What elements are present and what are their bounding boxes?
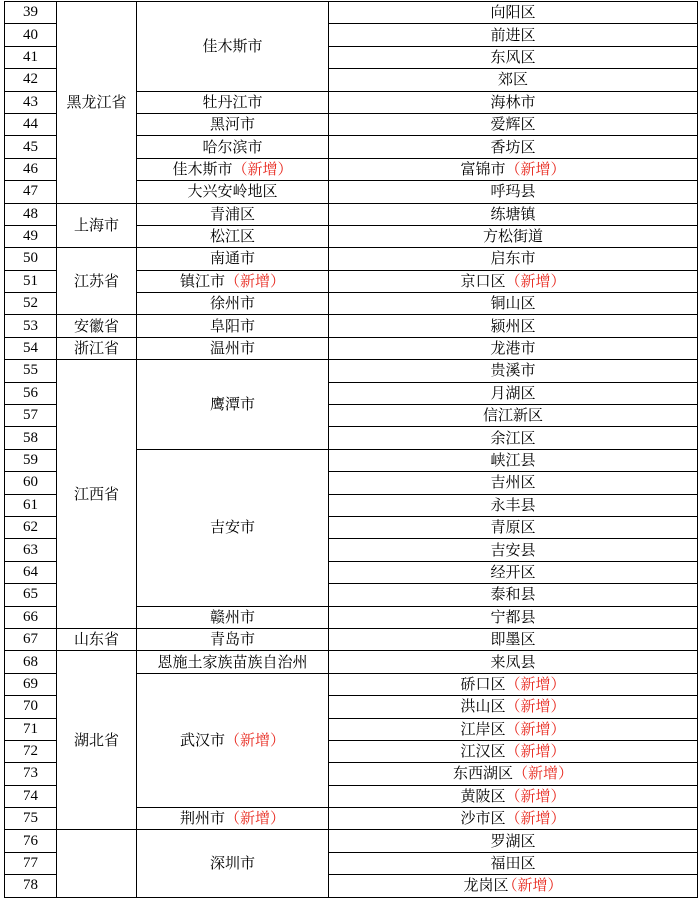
row-number: 76 bbox=[5, 830, 57, 852]
table-row bbox=[5, 830, 698, 852]
row-number: 47 bbox=[5, 181, 57, 203]
city-cell bbox=[137, 136, 329, 158]
row-number: 70 bbox=[5, 696, 57, 718]
district-cell bbox=[329, 494, 698, 516]
city-cell bbox=[137, 181, 329, 203]
row-number: 51 bbox=[5, 270, 57, 292]
district-name: 郊区 bbox=[497, 70, 528, 89]
new-tag: （新增） bbox=[232, 159, 293, 178]
row-number: 54 bbox=[5, 337, 57, 359]
row-number: 40 bbox=[5, 24, 57, 46]
city-name: 深圳市 bbox=[209, 854, 255, 873]
city-name: 阜阳市 bbox=[209, 316, 255, 335]
district-cell bbox=[329, 337, 698, 359]
district-name: 东西湖区 bbox=[452, 764, 513, 783]
district-name: 永丰县 bbox=[490, 495, 536, 514]
city-name: 大兴安岭地区 bbox=[187, 182, 278, 201]
row-number: 44 bbox=[5, 113, 57, 135]
district-name: 颍州区 bbox=[490, 316, 536, 335]
new-tag: （新增） bbox=[505, 786, 566, 805]
district-cell bbox=[329, 248, 698, 270]
district-cell bbox=[329, 113, 698, 135]
row-number: 57 bbox=[5, 405, 57, 427]
city-name: 武汉市 bbox=[179, 730, 225, 749]
new-tag: （新增） bbox=[513, 764, 574, 783]
row-number: 77 bbox=[5, 852, 57, 874]
row-number: 60 bbox=[5, 472, 57, 494]
row-number: 61 bbox=[5, 494, 57, 516]
district-cell bbox=[329, 24, 698, 46]
city-cell bbox=[137, 270, 329, 292]
district-cell bbox=[329, 852, 698, 874]
district-cell bbox=[329, 763, 698, 785]
province-cell: 湖北省 bbox=[57, 651, 137, 830]
new-tag: （新增） bbox=[505, 719, 566, 738]
city-cell bbox=[137, 360, 329, 450]
new-tag: （新增） bbox=[505, 742, 566, 761]
district-name: 罗湖区 bbox=[490, 831, 536, 850]
district-name: 青原区 bbox=[490, 518, 536, 537]
district-cell bbox=[329, 785, 698, 807]
district-name: 江岸区 bbox=[460, 719, 506, 738]
province-cell: 安徽省 bbox=[57, 315, 137, 337]
district-cell bbox=[329, 382, 698, 404]
row-number: 78 bbox=[5, 875, 57, 897]
city-name: 鹰潭市 bbox=[209, 395, 255, 414]
district-name: 吉州区 bbox=[490, 473, 536, 492]
district-cell bbox=[329, 584, 698, 606]
district-name: 月湖区 bbox=[490, 383, 536, 402]
region-table bbox=[4, 1, 698, 898]
district-name: 前进区 bbox=[490, 25, 536, 44]
new-tag: （新增） bbox=[505, 159, 566, 178]
district-cell bbox=[329, 651, 698, 673]
district-cell bbox=[329, 696, 698, 718]
table-row bbox=[5, 248, 698, 270]
district-name: 即墨区 bbox=[490, 630, 536, 649]
row-number: 67 bbox=[5, 628, 57, 650]
city-cell bbox=[137, 2, 329, 92]
city-cell bbox=[137, 315, 329, 337]
district-cell bbox=[329, 69, 698, 91]
city-name: 哈尔滨市 bbox=[202, 137, 263, 156]
district-cell bbox=[329, 740, 698, 762]
city-name: 南通市 bbox=[209, 249, 255, 268]
district-name: 福田区 bbox=[490, 854, 536, 873]
province-cell: 浙江省 bbox=[57, 337, 137, 359]
table-row bbox=[5, 203, 698, 225]
city-name: 青岛市 bbox=[209, 630, 255, 649]
district-name: 吉安县 bbox=[490, 540, 536, 559]
table-row bbox=[5, 2, 698, 24]
district-cell bbox=[329, 449, 698, 471]
province-cell: 江西省 bbox=[57, 360, 137, 629]
district-cell bbox=[329, 606, 698, 628]
district-name: 京口区 bbox=[460, 271, 506, 290]
city-cell bbox=[137, 337, 329, 359]
city-name: 镇江市 bbox=[179, 271, 225, 290]
row-number: 74 bbox=[5, 785, 57, 807]
row-number: 68 bbox=[5, 651, 57, 673]
new-tag: （新增） bbox=[225, 271, 286, 290]
district-cell bbox=[329, 203, 698, 225]
district-name: 经开区 bbox=[490, 562, 536, 581]
city-name: 徐州市 bbox=[209, 294, 255, 313]
row-number: 75 bbox=[5, 808, 57, 830]
district-cell bbox=[329, 516, 698, 538]
district-name: 海林市 bbox=[490, 92, 536, 111]
new-tag: （新增） bbox=[505, 271, 566, 290]
city-name: 佳木斯市 bbox=[172, 159, 233, 178]
district-name: 硚口区 bbox=[460, 674, 506, 693]
row-number: 55 bbox=[5, 360, 57, 382]
district-name: 启东市 bbox=[490, 249, 536, 268]
province-cell: 黑龙江省 bbox=[57, 2, 137, 204]
row-number: 59 bbox=[5, 449, 57, 471]
city-name: 青浦区 bbox=[209, 204, 255, 223]
row-number: 41 bbox=[5, 46, 57, 68]
city-name: 荆州市 bbox=[179, 809, 225, 828]
row-number: 48 bbox=[5, 203, 57, 225]
district-name: 洪山区 bbox=[460, 697, 506, 716]
row-number: 45 bbox=[5, 136, 57, 158]
district-cell bbox=[329, 427, 698, 449]
row-number: 42 bbox=[5, 69, 57, 91]
district-name: 峡江县 bbox=[490, 451, 536, 469]
row-number: 39 bbox=[5, 2, 57, 24]
district-name: 东风区 bbox=[490, 47, 536, 66]
district-name: 余江区 bbox=[490, 428, 536, 447]
district-name: 方松街道 bbox=[482, 227, 543, 246]
row-number: 52 bbox=[5, 293, 57, 315]
district-cell bbox=[329, 673, 698, 695]
district-cell bbox=[329, 472, 698, 494]
row-number: 62 bbox=[5, 516, 57, 538]
district-cell bbox=[329, 360, 698, 382]
district-name: 黄陂区 bbox=[460, 786, 506, 805]
district-name: 龙岗区 bbox=[463, 876, 509, 895]
table-row bbox=[5, 360, 698, 382]
city-cell bbox=[137, 91, 329, 113]
table-row bbox=[5, 315, 698, 337]
city-cell bbox=[137, 449, 329, 606]
district-name: 爱辉区 bbox=[490, 115, 536, 134]
city-name: 恩施土家族苗族自治州 bbox=[157, 652, 308, 671]
city-cell bbox=[137, 293, 329, 315]
district-cell bbox=[329, 539, 698, 561]
row-number: 49 bbox=[5, 225, 57, 247]
new-tag: （新增） bbox=[225, 809, 286, 828]
row-number: 65 bbox=[5, 584, 57, 606]
row-number: 58 bbox=[5, 427, 57, 449]
city-name: 松江区 bbox=[209, 227, 255, 246]
district-cell bbox=[329, 270, 698, 292]
district-cell bbox=[329, 718, 698, 740]
district-cell bbox=[329, 136, 698, 158]
new-tag: （新增） bbox=[505, 674, 566, 693]
row-number: 69 bbox=[5, 673, 57, 695]
province-cell: 上海市 bbox=[57, 203, 137, 248]
city-cell bbox=[137, 158, 329, 180]
row-number: 53 bbox=[5, 315, 57, 337]
district-name: 富锦市 bbox=[460, 159, 506, 178]
city-name: 牡丹江市 bbox=[202, 92, 263, 111]
province-cell bbox=[57, 830, 137, 897]
district-name: 铜山区 bbox=[490, 294, 536, 313]
row-number: 43 bbox=[5, 91, 57, 113]
new-tag: （新增） bbox=[505, 809, 566, 828]
province-cell: 江苏省 bbox=[57, 248, 137, 315]
table-row bbox=[5, 337, 698, 359]
row-number: 56 bbox=[5, 382, 57, 404]
city-name: 赣州市 bbox=[209, 607, 255, 626]
district-cell bbox=[329, 225, 698, 247]
district-cell bbox=[329, 315, 698, 337]
row-number: 72 bbox=[5, 740, 57, 762]
city-cell bbox=[137, 225, 329, 247]
district-cell bbox=[329, 2, 698, 24]
district-name: 贵溪市 bbox=[490, 361, 536, 380]
district-cell bbox=[329, 830, 698, 852]
city-cell bbox=[137, 606, 329, 628]
district-cell bbox=[329, 293, 698, 315]
table-row bbox=[5, 628, 698, 650]
row-number: 46 bbox=[5, 158, 57, 180]
city-name: 吉安市 bbox=[209, 518, 255, 537]
district-name: 泰和县 bbox=[490, 585, 536, 604]
row-number: 73 bbox=[5, 763, 57, 785]
district-name: 信江新区 bbox=[482, 406, 543, 425]
city-name: 黑河市 bbox=[209, 115, 255, 134]
city-cell bbox=[137, 628, 329, 650]
city-name: 温州市 bbox=[209, 339, 255, 358]
row-number: 63 bbox=[5, 539, 57, 561]
new-tag: （新增） bbox=[225, 730, 286, 749]
city-cell bbox=[137, 830, 329, 897]
district-name: 练塘镇 bbox=[490, 204, 536, 223]
city-name: 佳木斯市 bbox=[202, 36, 263, 55]
city-cell bbox=[137, 203, 329, 225]
district-name: 向阳区 bbox=[490, 3, 536, 22]
city-cell bbox=[137, 808, 329, 830]
district-cell bbox=[329, 875, 698, 897]
new-tag: （新增） bbox=[505, 697, 566, 716]
district-name: 宁都县 bbox=[490, 607, 536, 626]
row-number: 66 bbox=[5, 606, 57, 628]
district-cell bbox=[329, 158, 698, 180]
district-name: 来凤县 bbox=[490, 652, 536, 671]
new-tag: （新增） bbox=[502, 876, 563, 895]
province-cell: 山东省 bbox=[57, 628, 137, 650]
district-cell bbox=[329, 405, 698, 427]
district-name: 沙市区 bbox=[460, 809, 506, 828]
district-name: 江汉区 bbox=[460, 742, 506, 761]
district-cell bbox=[329, 181, 698, 203]
table-row bbox=[5, 651, 698, 673]
district-name: 龙港市 bbox=[490, 339, 536, 358]
city-cell bbox=[137, 248, 329, 270]
city-cell bbox=[137, 673, 329, 807]
row-number: 71 bbox=[5, 718, 57, 740]
city-cell bbox=[137, 113, 329, 135]
row-number: 50 bbox=[5, 248, 57, 270]
district-cell bbox=[329, 628, 698, 650]
district-cell bbox=[329, 91, 698, 113]
city-cell bbox=[137, 651, 329, 673]
district-name: 呼玛县 bbox=[490, 182, 536, 201]
district-name: 香坊区 bbox=[490, 137, 536, 156]
region-table-body bbox=[5, 2, 698, 898]
district-cell bbox=[329, 808, 698, 830]
row-number: 64 bbox=[5, 561, 57, 583]
district-cell bbox=[329, 561, 698, 583]
district-cell bbox=[329, 46, 698, 68]
